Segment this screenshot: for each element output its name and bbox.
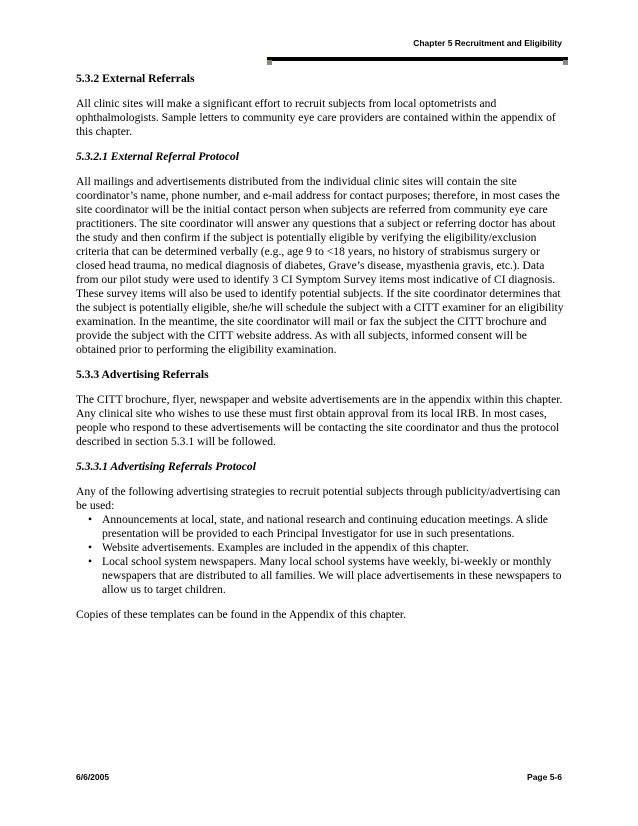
paragraph-external-referrals: All clinic sites will make a significant effort to recruit subjects from local optometrists and ophthalmologists. Sample letters to community eye care providers are contained within the appendix of this chapter. (76, 97, 556, 138)
header-rule-cap-right (563, 60, 568, 65)
paragraph-advertising-referrals: The CITT brochure, flyer, newspaper and website advertisements are in the appendix within this chapter. Any clinical site who wishes to use these must first obtain approval from its local IRB. In most cases, people who respond to these advertisements will be contacting the site coordinator and thus the protocol described in section 5.3.1 will be followed. (76, 393, 563, 448)
list-item-text: Local school system newspapers. Many local school systems have weekly, bi-weekly or monthly newspapers that are distributed to all families. We will place advertisements in these newspapers to allow us to target children. (102, 555, 562, 596)
footer-date: 6/6/2005 (76, 772, 110, 782)
paragraph-advertising-intro: Any of the following advertising strategies to recruit potential subjects through publicity/advertising can be used: (76, 485, 561, 512)
section-heading-5-3-3: 5.3.3 Advertising Referrals (76, 368, 209, 381)
header-rule-bar (267, 57, 568, 61)
header-rule (267, 56, 568, 67)
advertising-strategies-list (76, 513, 564, 597)
list-item-text: Announcements at local, state, and national research and continuing education meetings. A slide presentation will be provided to each Principal Investigator for use in such presentations. (102, 513, 548, 540)
list-item (88, 555, 564, 597)
list-item-text: Website advertisements. Examples are included in the appendix of this chapter. (102, 541, 469, 554)
section-heading-5-3-2-1: 5.3.2.1 External Referral Protocol (76, 150, 239, 163)
bullet-icon: • (88, 555, 93, 568)
running-header: Chapter 5 Recruitment and Eligibility (413, 38, 562, 48)
list-item (88, 513, 564, 541)
paragraph-closing: Copies of these templates can be found in the Appendix of this chapter. (76, 608, 407, 621)
header-rule-cap-left (267, 60, 272, 65)
section-heading-5-3-3-1: 5.3.3.1 Advertising Referrals Protocol (76, 460, 256, 473)
section-heading-5-3-2: 5.3.2 External Referrals (76, 72, 195, 85)
bullet-icon: • (88, 513, 93, 526)
paragraph-external-referral-protocol: All mailings and advertisements distributed from the individual clinic sites will contain the site coordinator’s name, phone number, and e-mail address for contact purposes; therefore, in most cases the site coordinator will be the initial contact person when subjects are referred from community eye care practitioners. The site coordinator will answer any questions that a subject or referring doctor has about the study and then confirm if the subject is potentially eligible by verifying the eligibility/exclusion criteria that can be determined verbally (e.g., age 9 to <18 years, no history of strabismus surgery or closed head trauma, no medical diagnosis of diabetes, Grave’s disease, myasthenia gravis, etc.). Data from our pilot study were used to identify 3 CI Symptom Survey items most indicative of CI diagnosis. These survey items will also be used to identify potential subjects. If the site coordinator determines that the subject is potentially eligible, she/he will schedule the subject with a CITT examiner for an eligibility examination. In the meantime, the site coordinator will mail or fax the subject the CITT brochure and provide the subject with the CITT website address. As with all subjects, informed consent will be obtained prior to performing the eligibility examination. (76, 175, 564, 356)
list-item (88, 541, 564, 555)
body-content (76, 72, 564, 633)
footer-page-number: Page 5-6 (527, 772, 562, 782)
bullet-icon: • (88, 541, 93, 554)
